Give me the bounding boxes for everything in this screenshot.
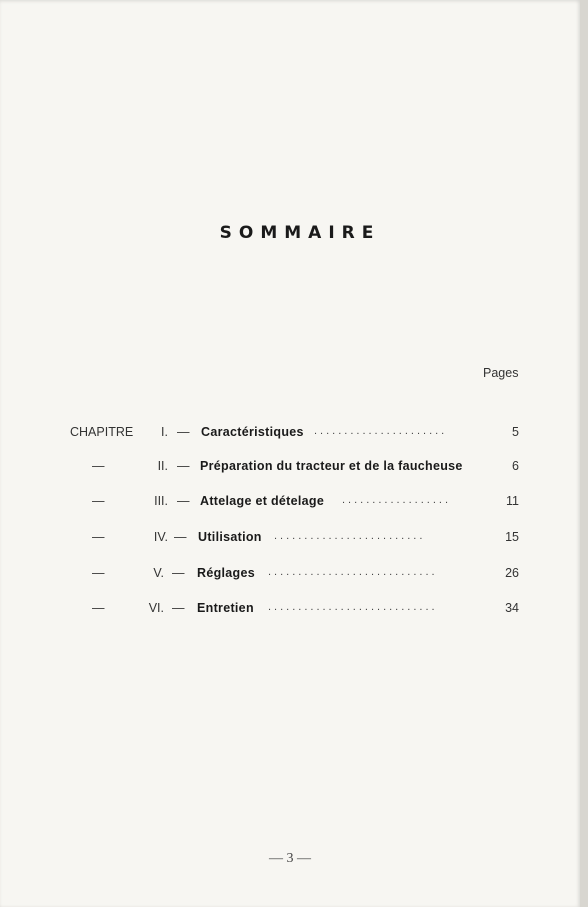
chapter-title: Caractéristiques — [201, 425, 304, 439]
dot-leader: ............................ — [268, 566, 438, 578]
toc-row — [0, 494, 588, 514]
page-number: 34 — [505, 601, 519, 615]
chapter-numeral: IV. — [153, 530, 168, 544]
chapter-title: Utilisation — [198, 530, 262, 544]
ditto-dash: — — [92, 459, 105, 473]
chapter-numeral: III. — [154, 494, 168, 508]
chapter-title: Entretien — [197, 601, 254, 615]
chapter-title: Préparation du tracteur et de la faucheuse — [200, 459, 463, 473]
page-number: 15 — [505, 530, 519, 544]
toc-row — [0, 425, 588, 445]
page-title: SOMMAIRE — [219, 223, 381, 243]
chapter-separator: — — [177, 459, 190, 473]
page-number: 6 — [512, 459, 519, 473]
chapter-title: Réglages — [197, 566, 255, 580]
chapter-separator: — — [172, 566, 185, 580]
dot-leader: .................. — [342, 494, 452, 506]
page-number: 11 — [506, 494, 519, 508]
pages-column-header: Pages — [483, 366, 519, 380]
chapter-numeral: V. — [153, 566, 164, 580]
page-number: 26 — [505, 566, 519, 580]
chapter-numeral: VI. — [148, 601, 164, 615]
toc-row — [0, 601, 588, 621]
page-footer-number: — 3 — — [269, 851, 311, 866]
toc-row — [0, 530, 588, 550]
dot-leader: ...................... — [314, 425, 448, 437]
chapter-title: Attelage et dételage — [200, 494, 325, 508]
ditto-dash: — — [92, 601, 105, 615]
dot-leader: ............................ — [268, 601, 438, 613]
ditto-dash: — — [92, 494, 105, 508]
page-number: 5 — [512, 425, 519, 439]
chapter-numeral: I. — [161, 425, 168, 439]
ditto-dash: — — [92, 566, 105, 580]
chapter-separator: — — [177, 494, 190, 508]
dot-leader: ......................... — [274, 530, 426, 542]
chapter-separator: — — [172, 601, 185, 615]
chapter-word: CHAPITRE — [70, 425, 134, 439]
toc-row — [0, 459, 588, 479]
chapter-separator: — — [177, 425, 190, 439]
toc-row — [0, 566, 588, 586]
ditto-dash: — — [92, 530, 105, 544]
chapter-separator: — — [174, 530, 187, 544]
chapter-numeral: II. — [157, 459, 168, 473]
